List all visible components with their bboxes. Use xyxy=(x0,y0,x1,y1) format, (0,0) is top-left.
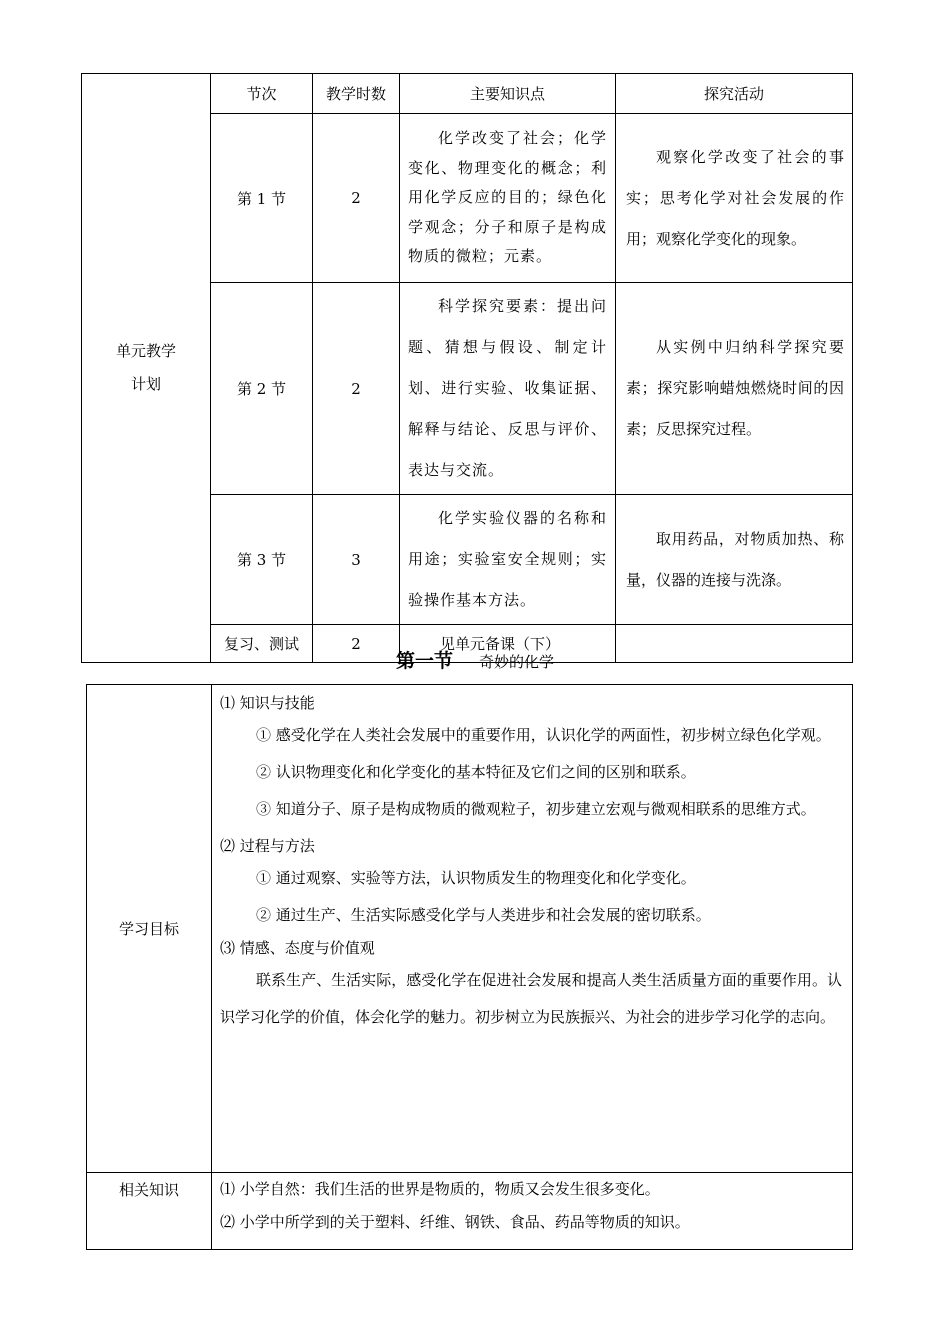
goals-content xyxy=(212,685,853,1173)
related-item: ⑴ 小学自然：我们生活的世界是物质的，物质又会发生很多变化。 xyxy=(220,1180,660,1198)
goal-item: ③ 知道分子、原子是构成物质的微观粒子，初步建立宏观与微观相联系的思维方式。 xyxy=(256,800,816,818)
section-cell: 第 1 节 xyxy=(211,114,313,283)
section-cell: 复习、测试 xyxy=(211,625,313,663)
section-subtitle: 奇妙的化学 xyxy=(479,653,555,671)
hours-cell: 2 xyxy=(313,625,400,663)
activity-cell: 观察化学改变了社会的事实；思考化学对社会发展的作用；观察化学变化的现象。 xyxy=(616,114,853,283)
related-item: ⑵ 小学中所学到的关于塑料、纤维、钢铁、食品、药品等物质的知识。 xyxy=(220,1213,690,1231)
goal-item: 联系生产、生活实际，感受化学在促进社会发展和提高人类生活质量方面的重要作用。认识学习化学的价值，体会化学的魅力。初步树立为民族振兴、为社会的进步学习化学的志向。 xyxy=(220,971,842,1026)
hours-cell: 3 xyxy=(313,495,400,625)
section-title: 第一节 xyxy=(395,650,453,672)
goals-label: 学习目标 xyxy=(87,685,212,1173)
header-hours: 教学时数 xyxy=(313,74,400,114)
hours-cell: 2 xyxy=(313,283,400,495)
goal-item: ② 通过生产、生活实际感受化学与人类进步和社会发展的密切联系。 xyxy=(256,906,711,924)
learning-goals-table xyxy=(86,684,853,1250)
unit-plan-table xyxy=(81,73,853,663)
knowledge-cell: 化学改变了社会；化学变化、物理变化的概念；利用化学反应的目的；绿色化学观念；分子和原子是构成物质的微粒；元素。 xyxy=(400,114,616,283)
goal-item: ① 通过观察、实验等方法，认识物质发生的物理变化和化学变化。 xyxy=(256,869,696,887)
goal-heading-process: ⑵ 过程与方法 xyxy=(220,837,315,855)
goal-heading-knowledge: ⑴ 知识与技能 xyxy=(220,694,315,712)
section-cell: 第 3 节 xyxy=(211,495,313,625)
unit-plan-row-label: 单元教学 计划 xyxy=(82,74,211,663)
goal-item: ① 感受化学在人类社会发展中的重要作用，认识化学的两面性，初步树立绿色化学观。 xyxy=(256,726,831,744)
knowledge-cell: 见单元备课（下） xyxy=(400,625,616,663)
knowledge-cell: 化学实验仪器的名称和用途；实验室安全规则；实验操作基本方法。 xyxy=(400,495,616,625)
knowledge-cell: 科学探究要素：提出问题、猜想与假设、制定计划、进行实验、收集证据、解释与结论、反思与评价、表达与交流。 xyxy=(400,283,616,495)
activity-cell: 取用药品，对物质加热、称量，仪器的连接与洗涤。 xyxy=(616,495,853,625)
section-cell: 第 2 节 xyxy=(211,283,313,495)
header-section: 节次 xyxy=(211,74,313,114)
activity-cell: 从实例中归纳科学探究要素；探究影响蜡烛燃烧时间的因素；反思探究过程。 xyxy=(616,283,853,495)
header-knowledge: 主要知识点 xyxy=(400,74,616,114)
goal-item: ② 认识物理变化和化学变化的基本特征及它们之间的区别和联系。 xyxy=(256,763,696,781)
hours-cell: 2 xyxy=(313,114,400,283)
header-activity: 探究活动 xyxy=(616,74,853,114)
related-content xyxy=(212,1173,853,1250)
goal-heading-attitude: ⑶ 情感、态度与价值观 xyxy=(220,939,375,957)
related-label: 相关知识 xyxy=(87,1173,212,1250)
section-heading xyxy=(0,646,950,673)
